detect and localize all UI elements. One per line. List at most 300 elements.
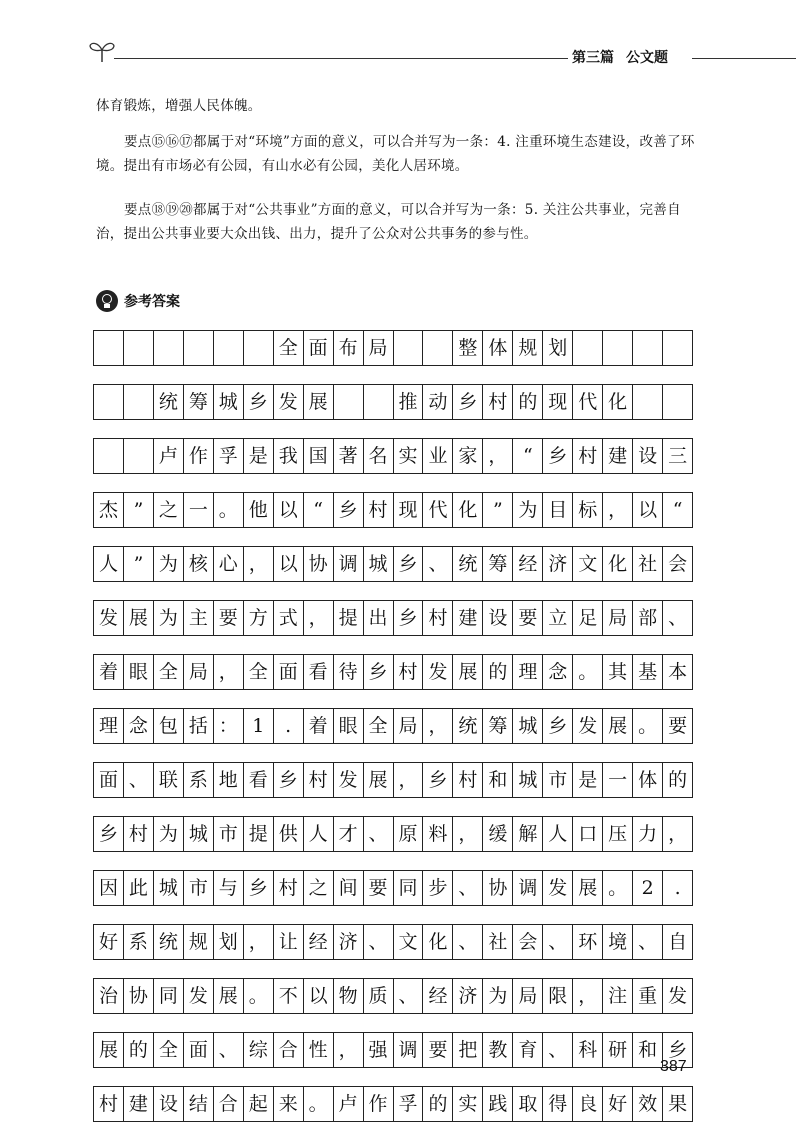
grid-cell: . <box>274 709 304 743</box>
grid-cell: 部 <box>633 601 663 635</box>
grid-cell: 核 <box>184 547 214 581</box>
grid-cell: 念 <box>543 655 573 689</box>
grid-cell: 、 <box>453 925 483 959</box>
grid-cell: 。 <box>304 1087 334 1121</box>
grid-cell: 其 <box>603 655 633 689</box>
grid-cell: 协 <box>483 871 513 905</box>
grid-cell: 。 <box>633 709 663 743</box>
grid-cell: 为 <box>483 979 513 1013</box>
paragraph-2: 要点⑮⑯⑰都属于对“环境”方面的意义，可以合并写为一条：4. 注重环境生态建设，改善了环境。提出有市场必有公园，有山水必有公园，美化人居环境。 <box>96 134 695 174</box>
grid-cell: 注 <box>603 979 633 1013</box>
grid-cell: 名 <box>364 439 394 473</box>
grid-cell: 化 <box>423 925 453 959</box>
grid-cell: 推 <box>394 385 424 419</box>
grid-cell: 、 <box>543 1033 573 1067</box>
grid-cell: 体 <box>483 331 513 365</box>
grid-cell: 提 <box>244 817 274 851</box>
grid-cell: 2 <box>633 871 663 905</box>
grid-cell: 境 <box>603 925 633 959</box>
grid-cell: 展 <box>304 385 334 419</box>
grid-cell: 合 <box>214 1087 244 1121</box>
grid-cell: 布 <box>334 331 364 365</box>
grid-cell: 展 <box>603 709 633 743</box>
grid-cell: ” <box>483 493 513 527</box>
grid-cell: 调 <box>513 871 543 905</box>
page-header <box>88 38 708 68</box>
grid-cell: 统 <box>453 547 483 581</box>
grid-cell: 科 <box>573 1033 603 1067</box>
grid-cell: 与 <box>214 871 244 905</box>
grid-cell: 目 <box>543 493 573 527</box>
grid-cell: 作 <box>364 1087 394 1121</box>
grid-cell: 发 <box>184 979 214 1013</box>
grid-cell: 协 <box>304 547 334 581</box>
grid-cell: 城 <box>214 385 244 419</box>
grid-cell: 以 <box>304 979 334 1013</box>
grid-cell: 著 <box>334 439 364 473</box>
grid-cell: 、 <box>633 925 663 959</box>
grid-cell: 。 <box>244 979 274 1013</box>
grid-cell: 全 <box>154 655 184 689</box>
grid-cell: 全 <box>244 655 274 689</box>
grid-cell: 提 <box>334 601 364 635</box>
grid-cell: 筹 <box>483 709 513 743</box>
grid-cell: 联 <box>154 763 184 797</box>
grid-cell: 业 <box>423 439 453 473</box>
grid-cell: 市 <box>214 817 244 851</box>
grid-cell: 发 <box>274 385 304 419</box>
grid-cell: 来 <box>274 1087 304 1121</box>
grid-cell: 展 <box>214 979 244 1013</box>
grid-cell: 乡 <box>663 1033 693 1067</box>
grid-cell: 为 <box>154 547 184 581</box>
grid-cell: 教 <box>483 1033 513 1067</box>
grid-cell: 整 <box>453 331 483 365</box>
grid-cell: 综 <box>244 1033 274 1067</box>
grid-cell: 乡 <box>543 709 573 743</box>
grid-cell: 性 <box>304 1033 334 1067</box>
grid-cell: “ <box>663 493 693 527</box>
grid-cell: 面 <box>184 1033 214 1067</box>
grid-cell: 体 <box>633 763 663 797</box>
grid-cell: 理 <box>94 709 124 743</box>
grid-cell: 。 <box>603 871 633 905</box>
grid-cell: 得 <box>543 1087 573 1121</box>
grid-cell: 村 <box>453 763 483 797</box>
grid-cell: 全 <box>154 1033 184 1067</box>
grid-cell: 杰 <box>94 493 124 527</box>
answer-heading-text: 参考答案 <box>124 294 180 310</box>
grid-cell: 、 <box>453 871 483 905</box>
header-rule-right <box>692 58 796 59</box>
grid-cell: 设 <box>154 1087 184 1121</box>
grid-cell: 一 <box>184 493 214 527</box>
grid-cell: 是 <box>573 763 603 797</box>
grid-cell: ， <box>573 979 603 1013</box>
sprout-icon <box>88 38 116 64</box>
page-number: 387 <box>660 1058 687 1075</box>
grid-cell: 的 <box>124 1033 154 1067</box>
grid-cell: 全 <box>364 709 394 743</box>
grid-cell: 标 <box>573 493 603 527</box>
grid-cell: 调 <box>394 1033 424 1067</box>
grid-cell: 我 <box>274 439 304 473</box>
grid-cell: 料 <box>423 817 453 851</box>
grid-row <box>93 330 693 366</box>
grid-cell: 系 <box>124 925 154 959</box>
grid-cell: 村 <box>124 817 154 851</box>
grid-cell: 以 <box>274 547 304 581</box>
grid-cell: 代 <box>423 493 453 527</box>
grid-cell: 要 <box>364 871 394 905</box>
grid-cell: 和 <box>483 763 513 797</box>
grid-cell: 局 <box>364 331 394 365</box>
grid-cell: 立 <box>543 601 573 635</box>
answer-grid <box>93 330 693 1140</box>
grid-cell: 、 <box>364 817 394 851</box>
grid-cell: 发 <box>663 979 693 1013</box>
grid-cell: 治 <box>94 979 124 1013</box>
grid-cell: 文 <box>394 925 424 959</box>
grid-cell: 重 <box>633 979 663 1013</box>
grid-cell: 化 <box>603 385 633 419</box>
section-name: 公文题 <box>626 50 668 66</box>
grid-cell: 念 <box>124 709 154 743</box>
grid-cell: 、 <box>663 601 693 635</box>
grid-cell: 质 <box>364 979 394 1013</box>
grid-cell: 心 <box>214 547 244 581</box>
grid-cell: ， <box>453 817 483 851</box>
grid-cell <box>364 385 394 419</box>
grid-cell: 压 <box>603 817 633 851</box>
grid-cell: 展 <box>364 763 394 797</box>
grid-cell: 发 <box>334 763 364 797</box>
grid-cell <box>633 331 663 365</box>
grid-cell: ， <box>244 547 274 581</box>
grid-row <box>93 978 693 1014</box>
grid-cell: 良 <box>573 1087 603 1121</box>
grid-cell <box>244 331 274 365</box>
grid-cell <box>154 331 184 365</box>
grid-cell <box>423 331 453 365</box>
grid-cell <box>663 331 693 365</box>
grid-cell: 效 <box>633 1087 663 1121</box>
grid-cell: 作 <box>184 439 214 473</box>
grid-cell: 村 <box>274 871 304 905</box>
section-title <box>568 47 684 67</box>
grid-cell: 为 <box>154 601 184 635</box>
grid-cell: 式 <box>274 601 304 635</box>
grid-cell: . <box>663 871 693 905</box>
grid-cell: 步 <box>423 871 453 905</box>
grid-cell: 出 <box>364 601 394 635</box>
answer-heading <box>96 290 180 312</box>
grid-cell: 城 <box>184 817 214 851</box>
grid-cell: 局 <box>603 601 633 635</box>
grid-cell: 取 <box>513 1087 543 1121</box>
grid-cell: 划 <box>543 331 573 365</box>
grid-cell: 卢 <box>154 439 184 473</box>
grid-cell: 展 <box>573 871 603 905</box>
grid-cell: 社 <box>633 547 663 581</box>
grid-cell: 调 <box>334 547 364 581</box>
grid-row <box>93 492 693 528</box>
grid-cell: 口 <box>573 817 603 851</box>
grid-row <box>93 384 693 420</box>
grid-cell: 、 <box>423 547 453 581</box>
grid-cell: 村 <box>483 385 513 419</box>
grid-cell: 包 <box>154 709 184 743</box>
grid-cell: ， <box>663 817 693 851</box>
grid-cell: 城 <box>364 547 394 581</box>
grid-cell: 设 <box>483 601 513 635</box>
grid-cell: 因 <box>94 871 124 905</box>
grid-cell: 自 <box>663 925 693 959</box>
grid-cell: 代 <box>573 385 603 419</box>
grid-cell: 人 <box>304 817 334 851</box>
grid-cell: 待 <box>334 655 364 689</box>
grid-cell: “ <box>513 439 543 473</box>
grid-cell: 好 <box>94 925 124 959</box>
grid-cell: 是 <box>244 439 274 473</box>
grid-row <box>93 1032 693 1068</box>
grid-cell: 局 <box>394 709 424 743</box>
grid-cell: 要 <box>423 1033 453 1067</box>
grid-cell: 同 <box>394 871 424 905</box>
grid-cell: 乡 <box>244 385 274 419</box>
grid-cell: 全 <box>274 331 304 365</box>
grid-cell: 之 <box>154 493 184 527</box>
grid-cell: 孚 <box>214 439 244 473</box>
grid-cell: 括 <box>184 709 214 743</box>
grid-cell: 间 <box>334 871 364 905</box>
grid-cell: 筹 <box>483 547 513 581</box>
grid-cell <box>214 331 244 365</box>
header-rule-left <box>114 58 646 59</box>
grid-cell: 化 <box>453 493 483 527</box>
grid-cell: 统 <box>154 385 184 419</box>
grid-row <box>93 816 693 852</box>
grid-cell: 建 <box>453 601 483 635</box>
grid-cell: 动 <box>423 385 453 419</box>
grid-cell: 设 <box>633 439 663 473</box>
grid-cell: 着 <box>94 655 124 689</box>
grid-cell: 现 <box>543 385 573 419</box>
grid-cell <box>603 331 633 365</box>
grid-cell: 本 <box>663 655 693 689</box>
grid-cell: 系 <box>184 763 214 797</box>
grid-row <box>93 924 693 960</box>
grid-cell: 的 <box>663 763 693 797</box>
grid-cell: 方 <box>244 601 274 635</box>
grid-cell: 眼 <box>334 709 364 743</box>
grid-cell <box>633 385 663 419</box>
grid-cell: 面 <box>94 763 124 797</box>
grid-cell: 。 <box>214 493 244 527</box>
grid-cell: 、 <box>364 925 394 959</box>
grid-cell: 济 <box>334 925 364 959</box>
grid-cell: 之 <box>304 871 334 905</box>
grid-cell <box>94 331 124 365</box>
grid-cell: ： <box>214 709 244 743</box>
grid-cell: 村 <box>304 763 334 797</box>
grid-cell: 规 <box>513 331 543 365</box>
grid-cell: 乡 <box>453 385 483 419</box>
grid-cell: ， <box>304 601 334 635</box>
grid-cell: 孚 <box>394 1087 424 1121</box>
grid-cell: 以 <box>274 493 304 527</box>
grid-cell <box>124 385 154 419</box>
grid-cell: 实 <box>453 1087 483 1121</box>
grid-cell: 国 <box>304 439 334 473</box>
grid-row <box>93 546 693 582</box>
grid-cell: 文 <box>573 547 603 581</box>
grid-cell: 为 <box>154 817 184 851</box>
grid-cell: ， <box>423 709 453 743</box>
grid-cell <box>394 331 424 365</box>
grid-cell: 市 <box>184 871 214 905</box>
grid-cell: 要 <box>663 709 693 743</box>
grid-cell: 、 <box>394 979 424 1013</box>
grid-row <box>93 654 693 690</box>
grid-cell: 乡 <box>274 763 304 797</box>
grid-cell: 解 <box>513 817 543 851</box>
section-label: 第三篇 <box>572 50 614 66</box>
grid-cell: 育 <box>513 1033 543 1067</box>
grid-cell: 他 <box>244 493 274 527</box>
grid-cell <box>124 439 154 473</box>
grid-cell: 力 <box>633 817 663 851</box>
grid-cell: 人 <box>94 547 124 581</box>
grid-cell: ， <box>334 1033 364 1067</box>
grid-cell: 。 <box>573 655 603 689</box>
grid-row <box>93 1086 693 1122</box>
grid-cell: 乡 <box>364 655 394 689</box>
grid-cell: 面 <box>304 331 334 365</box>
grid-cell <box>124 331 154 365</box>
grid-cell: 环 <box>573 925 603 959</box>
grid-cell: 强 <box>364 1033 394 1067</box>
grid-cell: 的 <box>513 385 543 419</box>
grid-cell: 看 <box>304 655 334 689</box>
grid-cell: 家 <box>453 439 483 473</box>
grid-cell: 卢 <box>334 1087 364 1121</box>
grid-cell: 城 <box>513 763 543 797</box>
grid-cell: ” <box>124 547 154 581</box>
grid-cell: 展 <box>453 655 483 689</box>
grid-cell: 济 <box>543 547 573 581</box>
grid-cell: 村 <box>94 1087 124 1121</box>
grid-cell: 、 <box>124 763 154 797</box>
grid-cell: 乡 <box>543 439 573 473</box>
grid-cell: 乡 <box>334 493 364 527</box>
grid-cell <box>94 439 124 473</box>
grid-cell: 物 <box>334 979 364 1013</box>
grid-cell: ” <box>124 493 154 527</box>
grid-row <box>93 762 693 798</box>
grid-cell: 规 <box>184 925 214 959</box>
grid-cell: 基 <box>633 655 663 689</box>
grid-cell: ， <box>394 763 424 797</box>
grid-cell: 村 <box>364 493 394 527</box>
grid-cell: 会 <box>663 547 693 581</box>
grid-cell: 村 <box>394 655 424 689</box>
grid-cell: 、 <box>214 1033 244 1067</box>
grid-cell: 地 <box>214 763 244 797</box>
grid-cell: 划 <box>214 925 244 959</box>
grid-cell: 限 <box>543 979 573 1013</box>
grid-cell: 三 <box>663 439 693 473</box>
grid-cell: 1 <box>244 709 274 743</box>
grid-cell: 乡 <box>394 601 424 635</box>
grid-cell: 展 <box>94 1033 124 1067</box>
grid-cell: ， <box>214 655 244 689</box>
grid-cell: 眼 <box>124 655 154 689</box>
grid-cell: 社 <box>483 925 513 959</box>
grid-cell: 人 <box>543 817 573 851</box>
grid-cell: 同 <box>154 979 184 1013</box>
grid-cell: 城 <box>513 709 543 743</box>
grid-cell: 结 <box>184 1087 214 1121</box>
grid-cell: 市 <box>543 763 573 797</box>
grid-cell: 合 <box>274 1033 304 1067</box>
lightbulb-icon <box>96 290 118 312</box>
grid-cell: 以 <box>633 493 663 527</box>
grid-cell: 筹 <box>184 385 214 419</box>
grid-cell: 乡 <box>94 817 124 851</box>
grid-cell: 经 <box>304 925 334 959</box>
grid-cell: 展 <box>124 601 154 635</box>
grid-row <box>93 708 693 744</box>
grid-cell: ， <box>603 493 633 527</box>
grid-cell: 、 <box>543 925 573 959</box>
grid-cell: 着 <box>304 709 334 743</box>
grid-cell: 发 <box>543 871 573 905</box>
grid-cell: 要 <box>214 601 244 635</box>
grid-cell: 足 <box>573 601 603 635</box>
grid-cell <box>663 385 693 419</box>
grid-cell: 的 <box>483 655 513 689</box>
grid-cell: 统 <box>453 709 483 743</box>
grid-cell: 的 <box>423 1087 453 1121</box>
grid-cell: 经 <box>423 979 453 1013</box>
grid-cell: 面 <box>274 655 304 689</box>
grid-cell: 城 <box>154 871 184 905</box>
grid-cell: 此 <box>124 871 154 905</box>
grid-row <box>93 870 693 906</box>
grid-cell <box>94 385 124 419</box>
grid-row <box>93 600 693 636</box>
grid-cell: 原 <box>394 817 424 851</box>
grid-cell: 缓 <box>483 817 513 851</box>
grid-cell <box>573 331 603 365</box>
grid-cell <box>334 385 364 419</box>
grid-cell: 乡 <box>244 871 274 905</box>
grid-cell: 协 <box>124 979 154 1013</box>
paragraph-3: 要点⑱⑲⑳都属于对“公共事业”方面的意义，可以合并写为一条：5. 关注公共事业，完善自治，提出公共事业要大众出钱、出力，提升了公众对公共事务的参与性。 <box>96 202 681 242</box>
grid-cell: 统 <box>154 925 184 959</box>
grid-cell: 让 <box>274 925 304 959</box>
grid-row <box>93 438 693 474</box>
grid-cell: 看 <box>244 763 274 797</box>
grid-cell: 建 <box>603 439 633 473</box>
grid-cell: 村 <box>573 439 603 473</box>
paragraph-1: 体育锻炼，增强人民体魄。 <box>96 98 262 114</box>
grid-cell: 才 <box>334 817 364 851</box>
grid-cell: 实 <box>394 439 424 473</box>
grid-cell: 理 <box>513 655 543 689</box>
grid-cell: 起 <box>244 1087 274 1121</box>
